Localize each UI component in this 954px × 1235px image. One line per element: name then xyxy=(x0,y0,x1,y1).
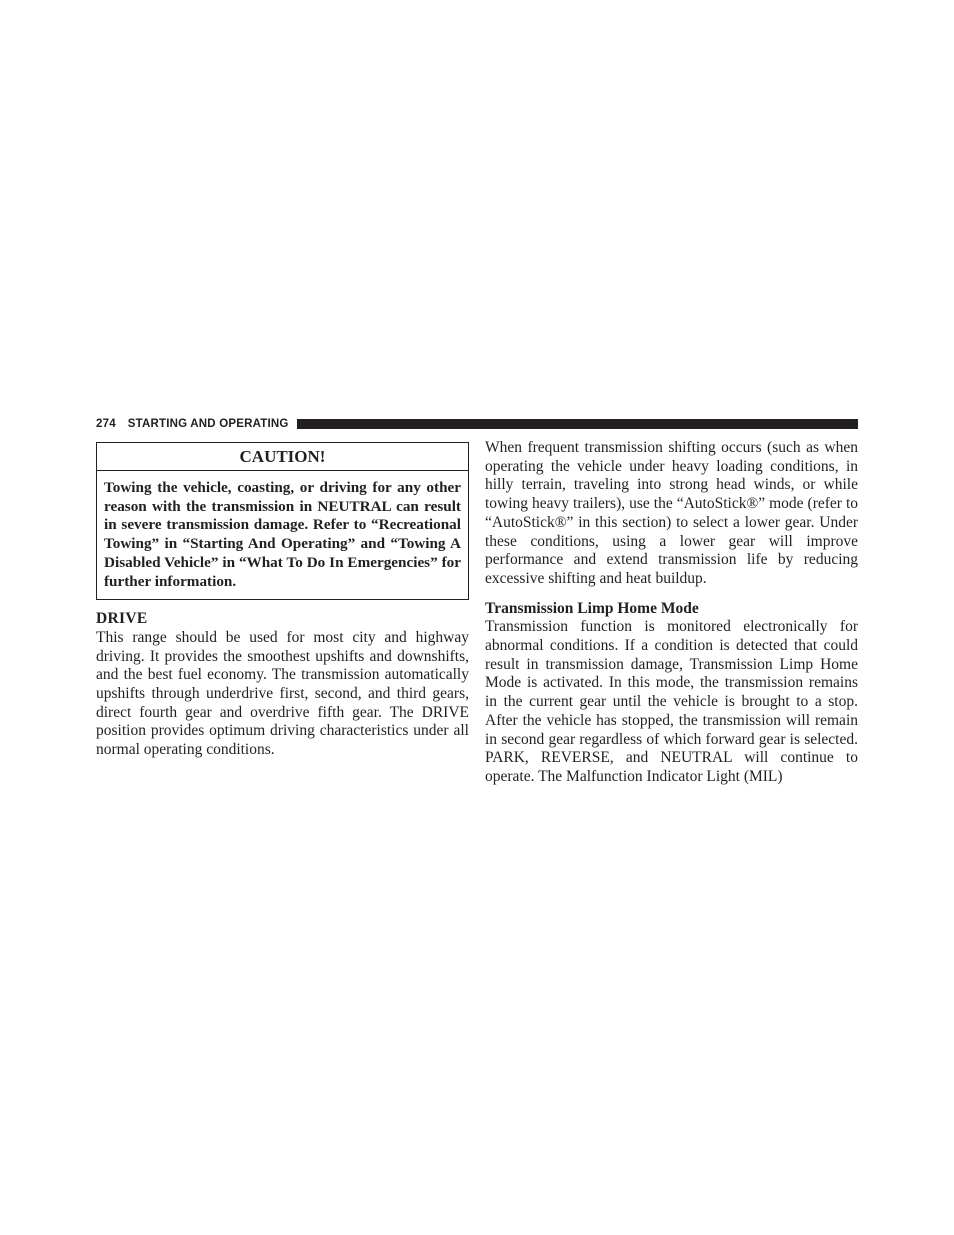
drive-paragraph: This range should be used for most city and highway driving. It provides the smoothest upshifts and downshifts, and the best fuel economy. The transmission automatically upshifts through underdrive first, second, and third gears, direct fourth gear and overdrive fifth gear. The DRIVE position provides optimum driving characteristics under all normal operating conditions. xyxy=(96,628,469,759)
left-column xyxy=(96,438,469,760)
header-rule xyxy=(297,419,858,429)
page-header xyxy=(96,416,858,432)
caution-title: CAUTION! xyxy=(97,443,468,471)
caution-text: Towing the vehicle, coasting, or driving for any other reason with the transmission in NEUTRAL can result in severe transmission damage. Refer to “Recreational Towing” in “Starting And Operating” and “Towing A Disabled Vehicle” in “What To Do In Emergencies” for further information. xyxy=(104,479,461,590)
shifting-paragraph: When frequent transmission shifting occurs (such as when operating the vehicle under heavy loading conditions, in hilly terrain, traveling into strong head winds, or while towing heavy trailers), use the “AutoStick®” mode (refer to “AutoStick®” in this section) to select a lower gear. Under these conditions, using a lower gear will improve performance and extend transmission life by reducing excessive shifting and heat buildup. xyxy=(485,439,858,587)
page-number: 274 xyxy=(96,418,116,430)
drive-heading: DRIVE xyxy=(96,610,148,628)
limp-home-paragraph: Transmission function is monitored electronically for abnormal conditions. If a condition is detected that could result in transmission damage, Transmission Limp Home Mode is activated. In this mode, the transmission remains in the current gear until the vehicle is brought to a stop. After the vehicle has stopped, the transmission will remain in second gear regardless of which forward gear is selected. PARK, REVERSE, and NEUTRAL will continue to operate. The Malfunction Indicator Light (MIL) xyxy=(485,618,858,785)
right-column xyxy=(485,438,858,787)
limp-home-heading: Transmission Limp Home Mode xyxy=(485,599,699,617)
section-title: STARTING AND OPERATING xyxy=(127,418,289,430)
caution-box xyxy=(96,442,469,600)
